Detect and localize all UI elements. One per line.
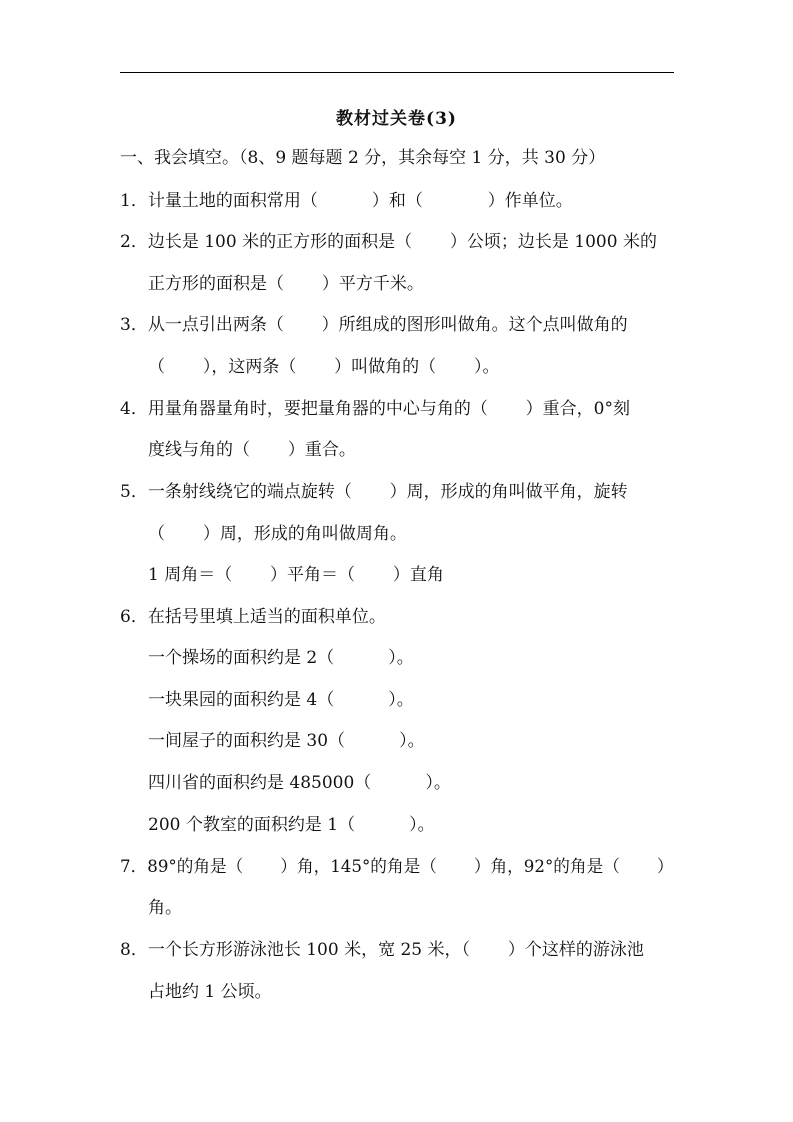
- question-3-line-1: 3．从一点引出两条（ ）所组成的图形叫做角。这个点叫做角的: [120, 315, 628, 335]
- question-4-line-2: 度线与角的（ ）重合。: [148, 440, 356, 460]
- question-6-line-4: 一间屋子的面积约是 30（ ）。: [148, 731, 425, 751]
- question-5-line-3: 1 周角＝（ ）平角＝（ ）直角: [148, 565, 444, 585]
- question-8-line-2: 占地约 1 公顷。: [148, 982, 272, 1002]
- question-4-line-1: 4．用量角器量角时，要把量角器的中心与角的（ ）重合，0°刻: [120, 399, 630, 419]
- question-6-line-5: 四川省的面积约是 485000（ ）。: [148, 773, 451, 793]
- question-6-line-2: 一个操场的面积约是 2（ ）。: [148, 648, 414, 668]
- question-2-line-1: 2．边长是 100 米的正方形的面积是（ ）公顷；边长是 1000 米的: [120, 232, 657, 252]
- header-rule: [120, 72, 674, 73]
- question-6-line-6: 200 个教室的面积约是 1（ ）。: [148, 815, 435, 835]
- question-7-line-2: 角。: [148, 898, 182, 918]
- page-title: 教材过关卷(3): [336, 109, 457, 129]
- question-5-line-2: （ ）周，形成的角叫做周角。: [148, 524, 407, 544]
- question-8-line-1: 8．一个长方形游泳池长 100 米，宽 25 米，（ ）个这样的游泳池: [120, 940, 644, 960]
- question-2-line-2: 正方形的面积是（ ）平方千米。: [148, 274, 424, 294]
- question-6-line-3: 一块果园的面积约是 4（ ）。: [148, 690, 414, 710]
- question-6-line-1: 6．在括号里填上适当的面积单位。: [120, 607, 386, 627]
- section-heading: 一、我会填空。（8、9 题每题 2 分，其余每空 1 分，共 30 分）: [120, 148, 606, 168]
- question-3-line-2: （ ），这两条（ ）叫做角的（ ）。: [148, 357, 500, 377]
- question-7-line-1: 7．89°的角是（ ）角，145°的角是（ ）角，92°的角是（ ）: [120, 857, 674, 877]
- question-5-line-1: 5．一条射线绕它的端点旋转（ ）周，形成的角叫做平角，旋转: [120, 482, 628, 502]
- question-1-line-1: 1．计量土地的面积常用（ ）和（ ）作单位。: [120, 191, 573, 211]
